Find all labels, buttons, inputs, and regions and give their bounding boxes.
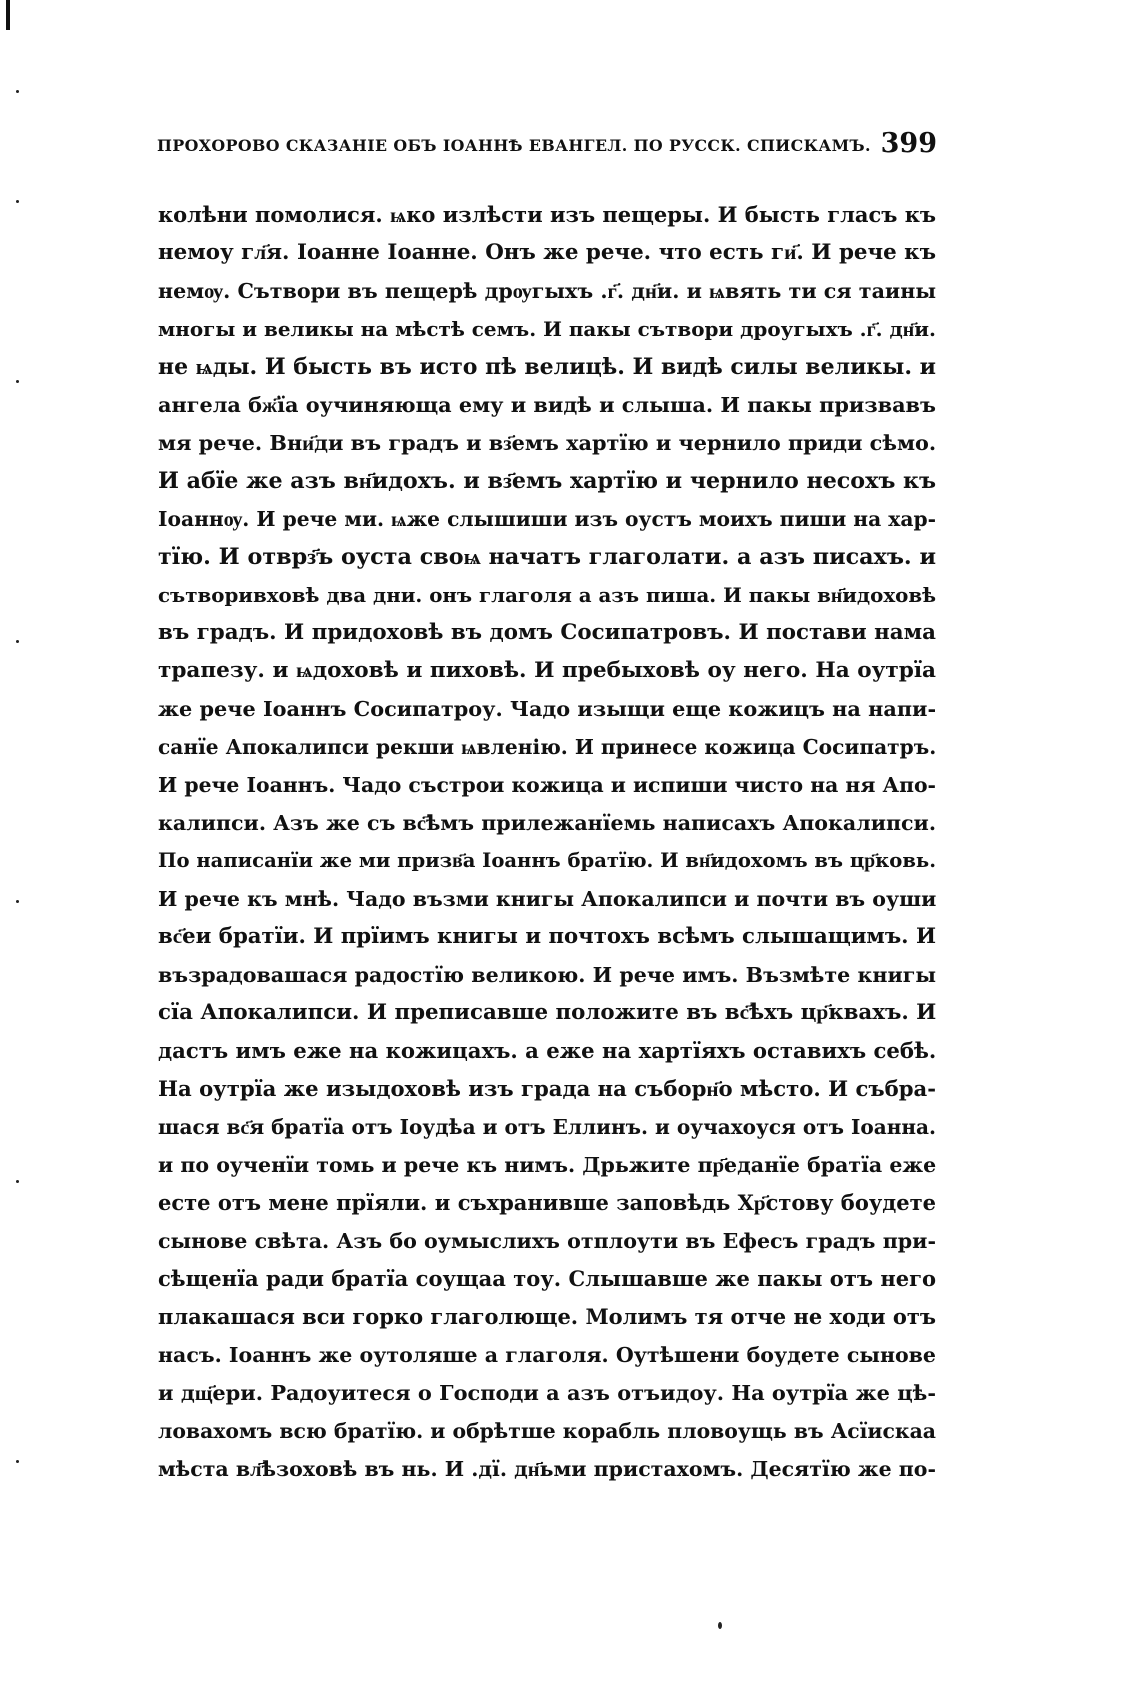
text-line: сътворивховѣ два дни. онъ глаголя а азъ пиша. И пакы вн҃идоховѣ xyxy=(158,583,936,607)
scan-speck xyxy=(16,1180,19,1183)
text-line: ангела бж҃їа оучиняюща ему и видѣ и слыша. И пакы призвавъ xyxy=(158,392,936,417)
text-line: многы и великы на мѣстѣ семъ. И пакы сътвори дроугыхъ .г҃. дн҃и. xyxy=(158,317,936,341)
scan-speck xyxy=(16,900,19,903)
scan-speck xyxy=(16,200,19,203)
text-line: санїе Апокалипси рекши ѩвленію. И принесе кожица Сосипатръ. xyxy=(158,735,937,759)
text-line: сынове свѣта. Азъ бо оумыслихъ отплоути въ Ефесъ градъ при- xyxy=(158,1229,936,1253)
text-line: сѣщенїа ради братїа соущаа тоу. Слышавше же пакы отъ него xyxy=(158,1266,936,1291)
body-text xyxy=(158,196,936,1488)
text-line: По написанїи же ми призв҃а Іоаннъ братїю. И вн҃идохомъ въ цр҃ковь. xyxy=(158,849,937,872)
text-line: И рече Іоаннъ. Чадо състрои кожица и испиши чисто на ня Апо- xyxy=(158,773,936,797)
scan-speck xyxy=(16,640,19,643)
text-line: Іоаннѹ. И рече ми. ѩже слышиши изъ оустъ моихъ пиши на хар- xyxy=(158,507,936,531)
text-line: въ градъ. И придоховѣ въ домъ Сосипатровъ. И постави нама xyxy=(158,620,936,645)
text-line: немѹ. Сътвори въ пещерѣ дрѹгыхъ .г҃. дн҃и. и ѩвять ти ся таины xyxy=(158,279,936,303)
scan-edge-mark xyxy=(6,0,10,30)
text-line: дастъ имъ еже на кожицахъ. а еже на хартїяхъ оставихъ себѣ. xyxy=(158,1038,937,1063)
text-line: ловахомъ всю братїю. и обрѣтше корабль пловоущь въ Асїискаа xyxy=(158,1419,936,1443)
text-line: калипси. Азъ же съ вс҃ѣмъ прилежанїемь написахъ Апокалипси. xyxy=(158,811,936,835)
scan-speck xyxy=(16,90,19,93)
scan-speck xyxy=(16,380,19,383)
text-line: есте отъ мене прїяли. и съхранивше заповѣдь Хр҃стову боудете xyxy=(158,1190,936,1215)
text-line: тїю. И отврз҃ъ оуста своѩ начатъ глаголати. а азъ писахъ. и xyxy=(158,544,936,570)
text-line: възрадовашася радостїю великою. И рече имъ. Възмѣте книгы xyxy=(158,963,936,987)
text-line: трапезу. и ѩдоховѣ и пиховѣ. И пребыховѣ оу него. На оутрїа xyxy=(158,658,936,683)
text-line: вс҃еи братїи. И прїимъ книгы и почтохъ всѣмъ слышащимъ. И xyxy=(158,924,936,949)
text-line: плакашася вси горко глаголюще. Молимъ тя отче не ходи отъ xyxy=(158,1304,936,1329)
text-line: сїа Апокалипси. И преписавше положите въ вс҃ѣхъ цр҃квахъ. И xyxy=(158,1000,937,1025)
text-line: мѣста вл҃ѣзоховѣ въ нь. И .дї. дн҃ьми пристахомъ. Десятїю же по- xyxy=(158,1457,936,1481)
text-line: насъ. Іоаннъ же оутоляше а глаголя. Оутѣшени боудете сынове xyxy=(158,1343,936,1367)
text-line: мя рече. Вни҃ди въ градъ и вз҃емъ хартїю и чернило приди сѣмо. xyxy=(158,430,937,455)
page-number: 399 xyxy=(880,128,937,159)
text-line: И абїе же азъ вн҃идохъ. и вз҃емъ хартїю и чернило несохъ къ xyxy=(158,468,937,494)
text-line: И рече къ мнѣ. Чадо възми книгы Апокалипси и почти въ оуши xyxy=(158,887,937,911)
text-line: и по оученїи томь и рече къ нимъ. Дрьжите пр҃еданїе братїа еже xyxy=(158,1153,937,1177)
text-line: немоу гл҃я. Іоанне Іоанне. Онъ же рече. что есть ги҃. И рече къ xyxy=(158,240,936,265)
text-line: и дщ҃ери. Радоуитеся о Господи а азъ отъидоу. На оутрїа же цѣ- xyxy=(158,1380,936,1405)
scan-speck xyxy=(718,1622,722,1629)
running-header-title: ПРОХОРОВО СКАЗАНІЕ ОБЪ ІОАННѢ ЕВАНГЕЛ. ПО РУССК. СПИСКАМЪ. xyxy=(157,136,871,155)
text-line: не ѩды. И бысть въ исто пѣ велицѣ. И видѣ силы великы. и xyxy=(158,354,936,380)
text-line: же рече Іоаннъ Сосипатроу. Чадо изыщи еще кожицъ на напи- xyxy=(158,696,937,721)
text-line: колѣни помолися. ѩко излѣсти изъ пещеры. И бысть гласъ къ xyxy=(158,202,936,227)
text-line: шася вс҃я братїа отъ Іоудѣа и отъ Еллинъ. и оучахоуся отъ Іоанна. xyxy=(158,1115,936,1139)
running-header xyxy=(157,128,937,164)
scan-speck xyxy=(16,1460,19,1463)
text-line: На оутрїа же изыдоховѣ изъ града на съборн҃о мѣсто. И събра- xyxy=(158,1076,936,1101)
